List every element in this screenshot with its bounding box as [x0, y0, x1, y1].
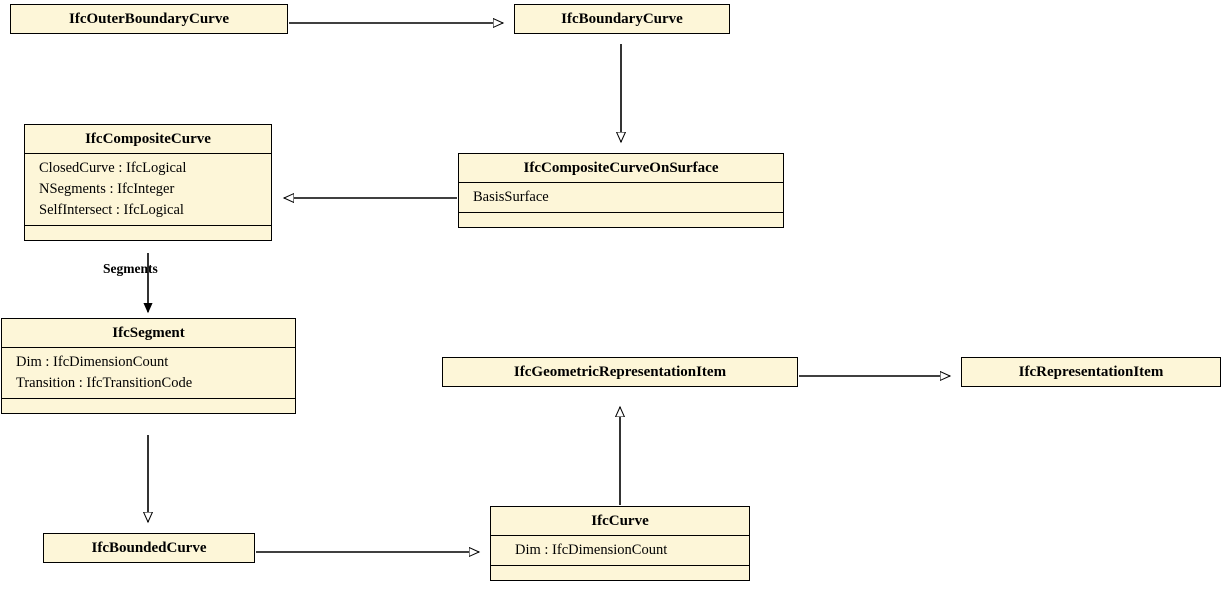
- class-box-ifc-boundary-curve[interactable]: [514, 4, 730, 34]
- class-box-ifc-segment[interactable]: [1, 318, 296, 414]
- class-title: IfcSegment: [112, 325, 185, 341]
- class-attribute: ClosedCurve : IfcLogical: [39, 160, 187, 176]
- class-attribute: BasisSurface: [473, 189, 549, 205]
- class-attribute: NSegments : IfcInteger: [39, 181, 175, 197]
- class-box-ifc-bounded-curve[interactable]: [43, 533, 255, 563]
- class-title: IfcRepresentationItem: [1018, 364, 1164, 380]
- class-attribute: Dim : IfcDimensionCount: [16, 354, 169, 370]
- class-attributes: [491, 535, 749, 565]
- class-title: IfcCompositeCurve: [85, 131, 211, 147]
- class-operations: [25, 225, 271, 240]
- class-attribute: Transition : IfcTransitionCode: [16, 375, 193, 391]
- class-title: IfcCompositeCurveOnSurface: [523, 160, 719, 176]
- class-title: IfcBoundedCurve: [91, 540, 207, 556]
- class-box-ifc-outer-boundary-curve[interactable]: [10, 4, 288, 34]
- class-box-ifc-composite-curve[interactable]: [24, 124, 272, 241]
- class-attributes: [459, 182, 783, 212]
- class-attributes: [2, 347, 295, 398]
- class-operations: [491, 565, 749, 580]
- class-title: IfcOuterBoundaryCurve: [69, 11, 229, 27]
- class-box-ifc-composite-curve-on-surface[interactable]: [458, 153, 784, 228]
- class-attribute: SelfIntersect : IfcLogical: [39, 202, 184, 218]
- class-box-ifc-geometric-representation-item[interactable]: [442, 357, 798, 387]
- class-title: IfcGeometricRepresentationItem: [513, 364, 727, 380]
- class-operations: [2, 398, 295, 413]
- class-operations: [459, 212, 783, 227]
- class-attribute: Dim : IfcDimensionCount: [515, 542, 668, 558]
- class-attributes: [25, 153, 271, 225]
- class-box-ifc-curve[interactable]: [490, 506, 750, 581]
- class-title: IfcCurve: [591, 513, 649, 529]
- class-box-ifc-representation-item[interactable]: [961, 357, 1221, 387]
- edge-label-segments: Segments: [103, 261, 158, 276]
- class-title: IfcBoundaryCurve: [561, 11, 683, 27]
